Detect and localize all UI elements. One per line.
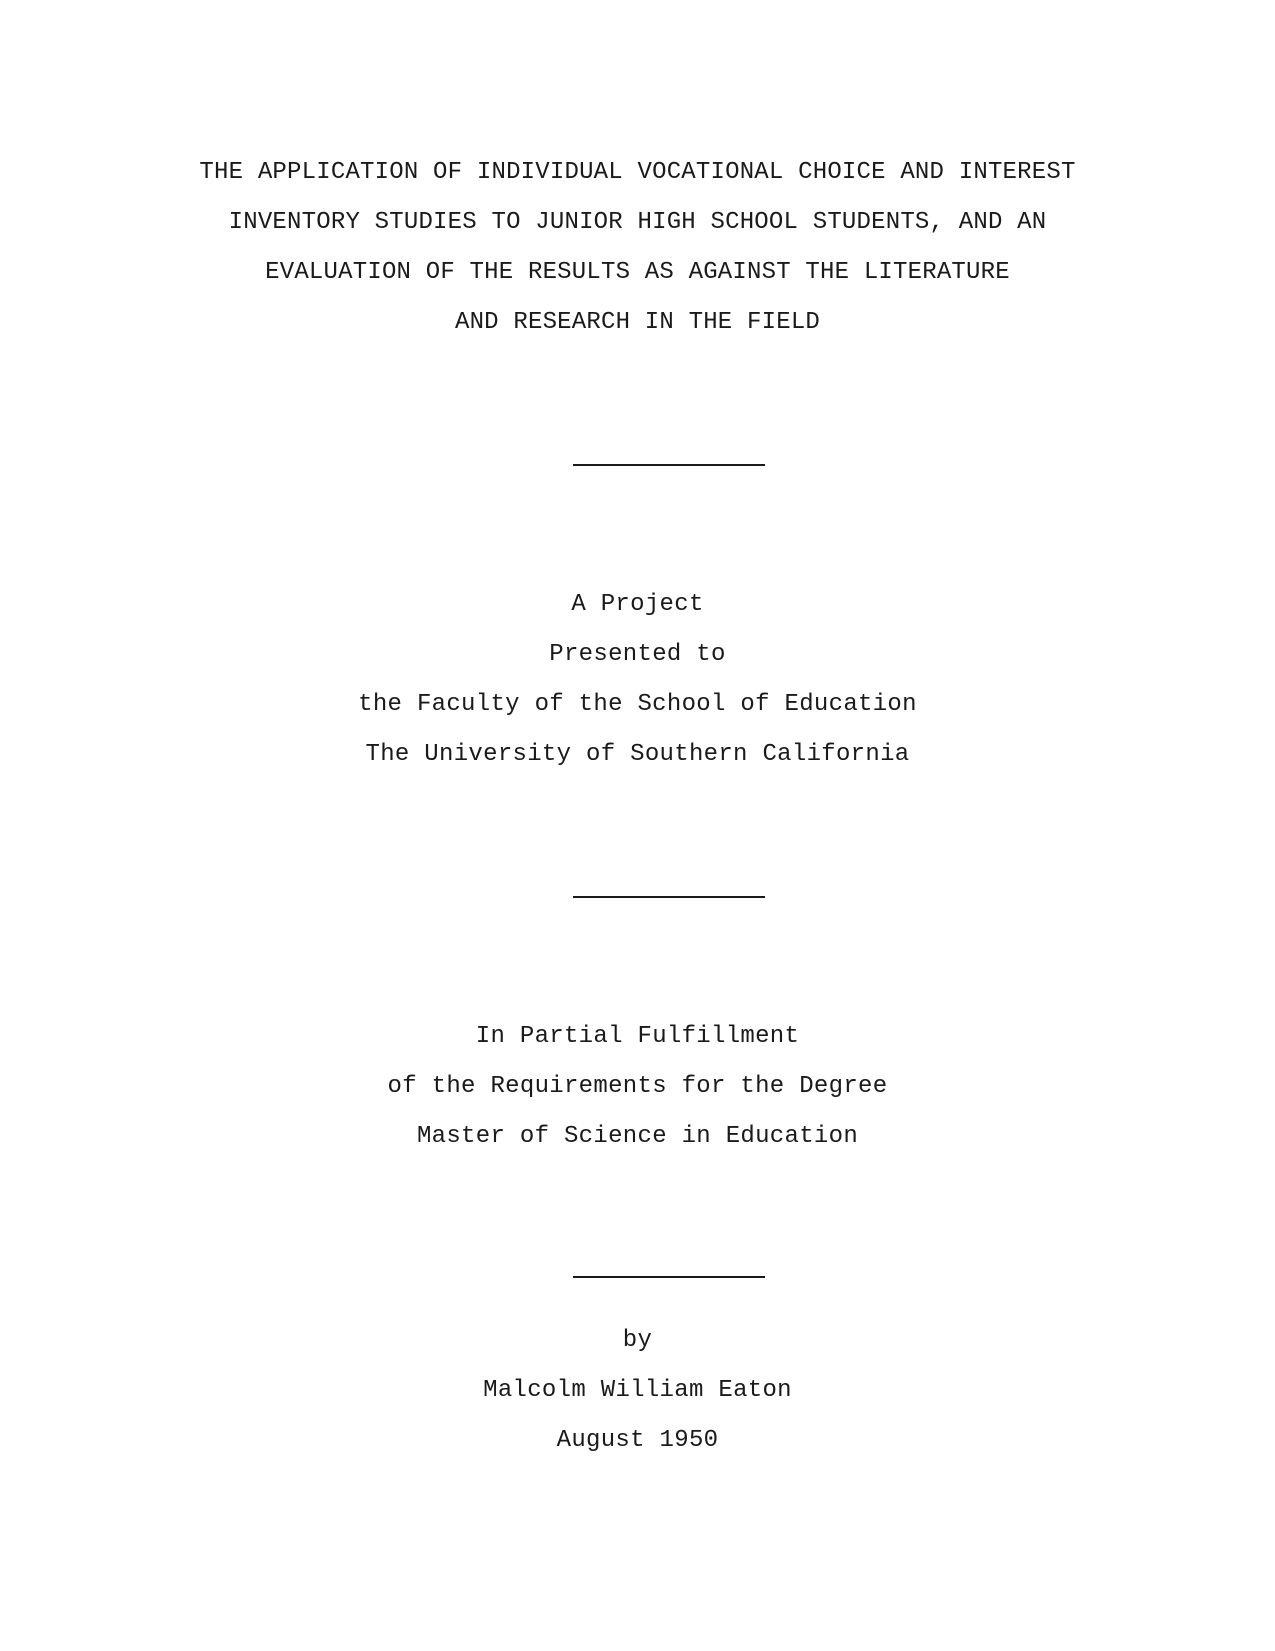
presentation-line-2: Presented to [549, 641, 726, 668]
divider-rule [573, 896, 765, 898]
presentation-line-4: The University of Southern California [365, 741, 910, 768]
author-name: Malcolm William Eaton [483, 1377, 792, 1404]
divider-rule [573, 1276, 765, 1278]
fulfillment-line-3: Master of Science in Education [416, 1123, 859, 1150]
fulfillment-line-2: of the Requirements for the Degree [387, 1073, 888, 1100]
divider-rule [573, 464, 765, 466]
title-line-3: EVALUATION OF THE RESULTS AS AGAINST THE LITERATURE [265, 259, 1010, 286]
author-date: August 1950 [556, 1427, 719, 1454]
title-line-2: INVENTORY STUDIES TO JUNIOR HIGH SCHOOL STUDENTS, AND AN [228, 209, 1047, 236]
title-line-1: THE APPLICATION OF INDIVIDUAL VOCATIONAL CHOICE AND INTEREST [199, 159, 1076, 186]
presentation-line-3: the Faculty of the School of Education [358, 691, 917, 718]
fulfillment-line-1: In Partial Fulfillment [475, 1023, 800, 1050]
presentation-line-1: A Project [571, 591, 704, 618]
title-line-4: AND RESEARCH IN THE FIELD [454, 309, 821, 336]
author-by: by [622, 1327, 653, 1354]
